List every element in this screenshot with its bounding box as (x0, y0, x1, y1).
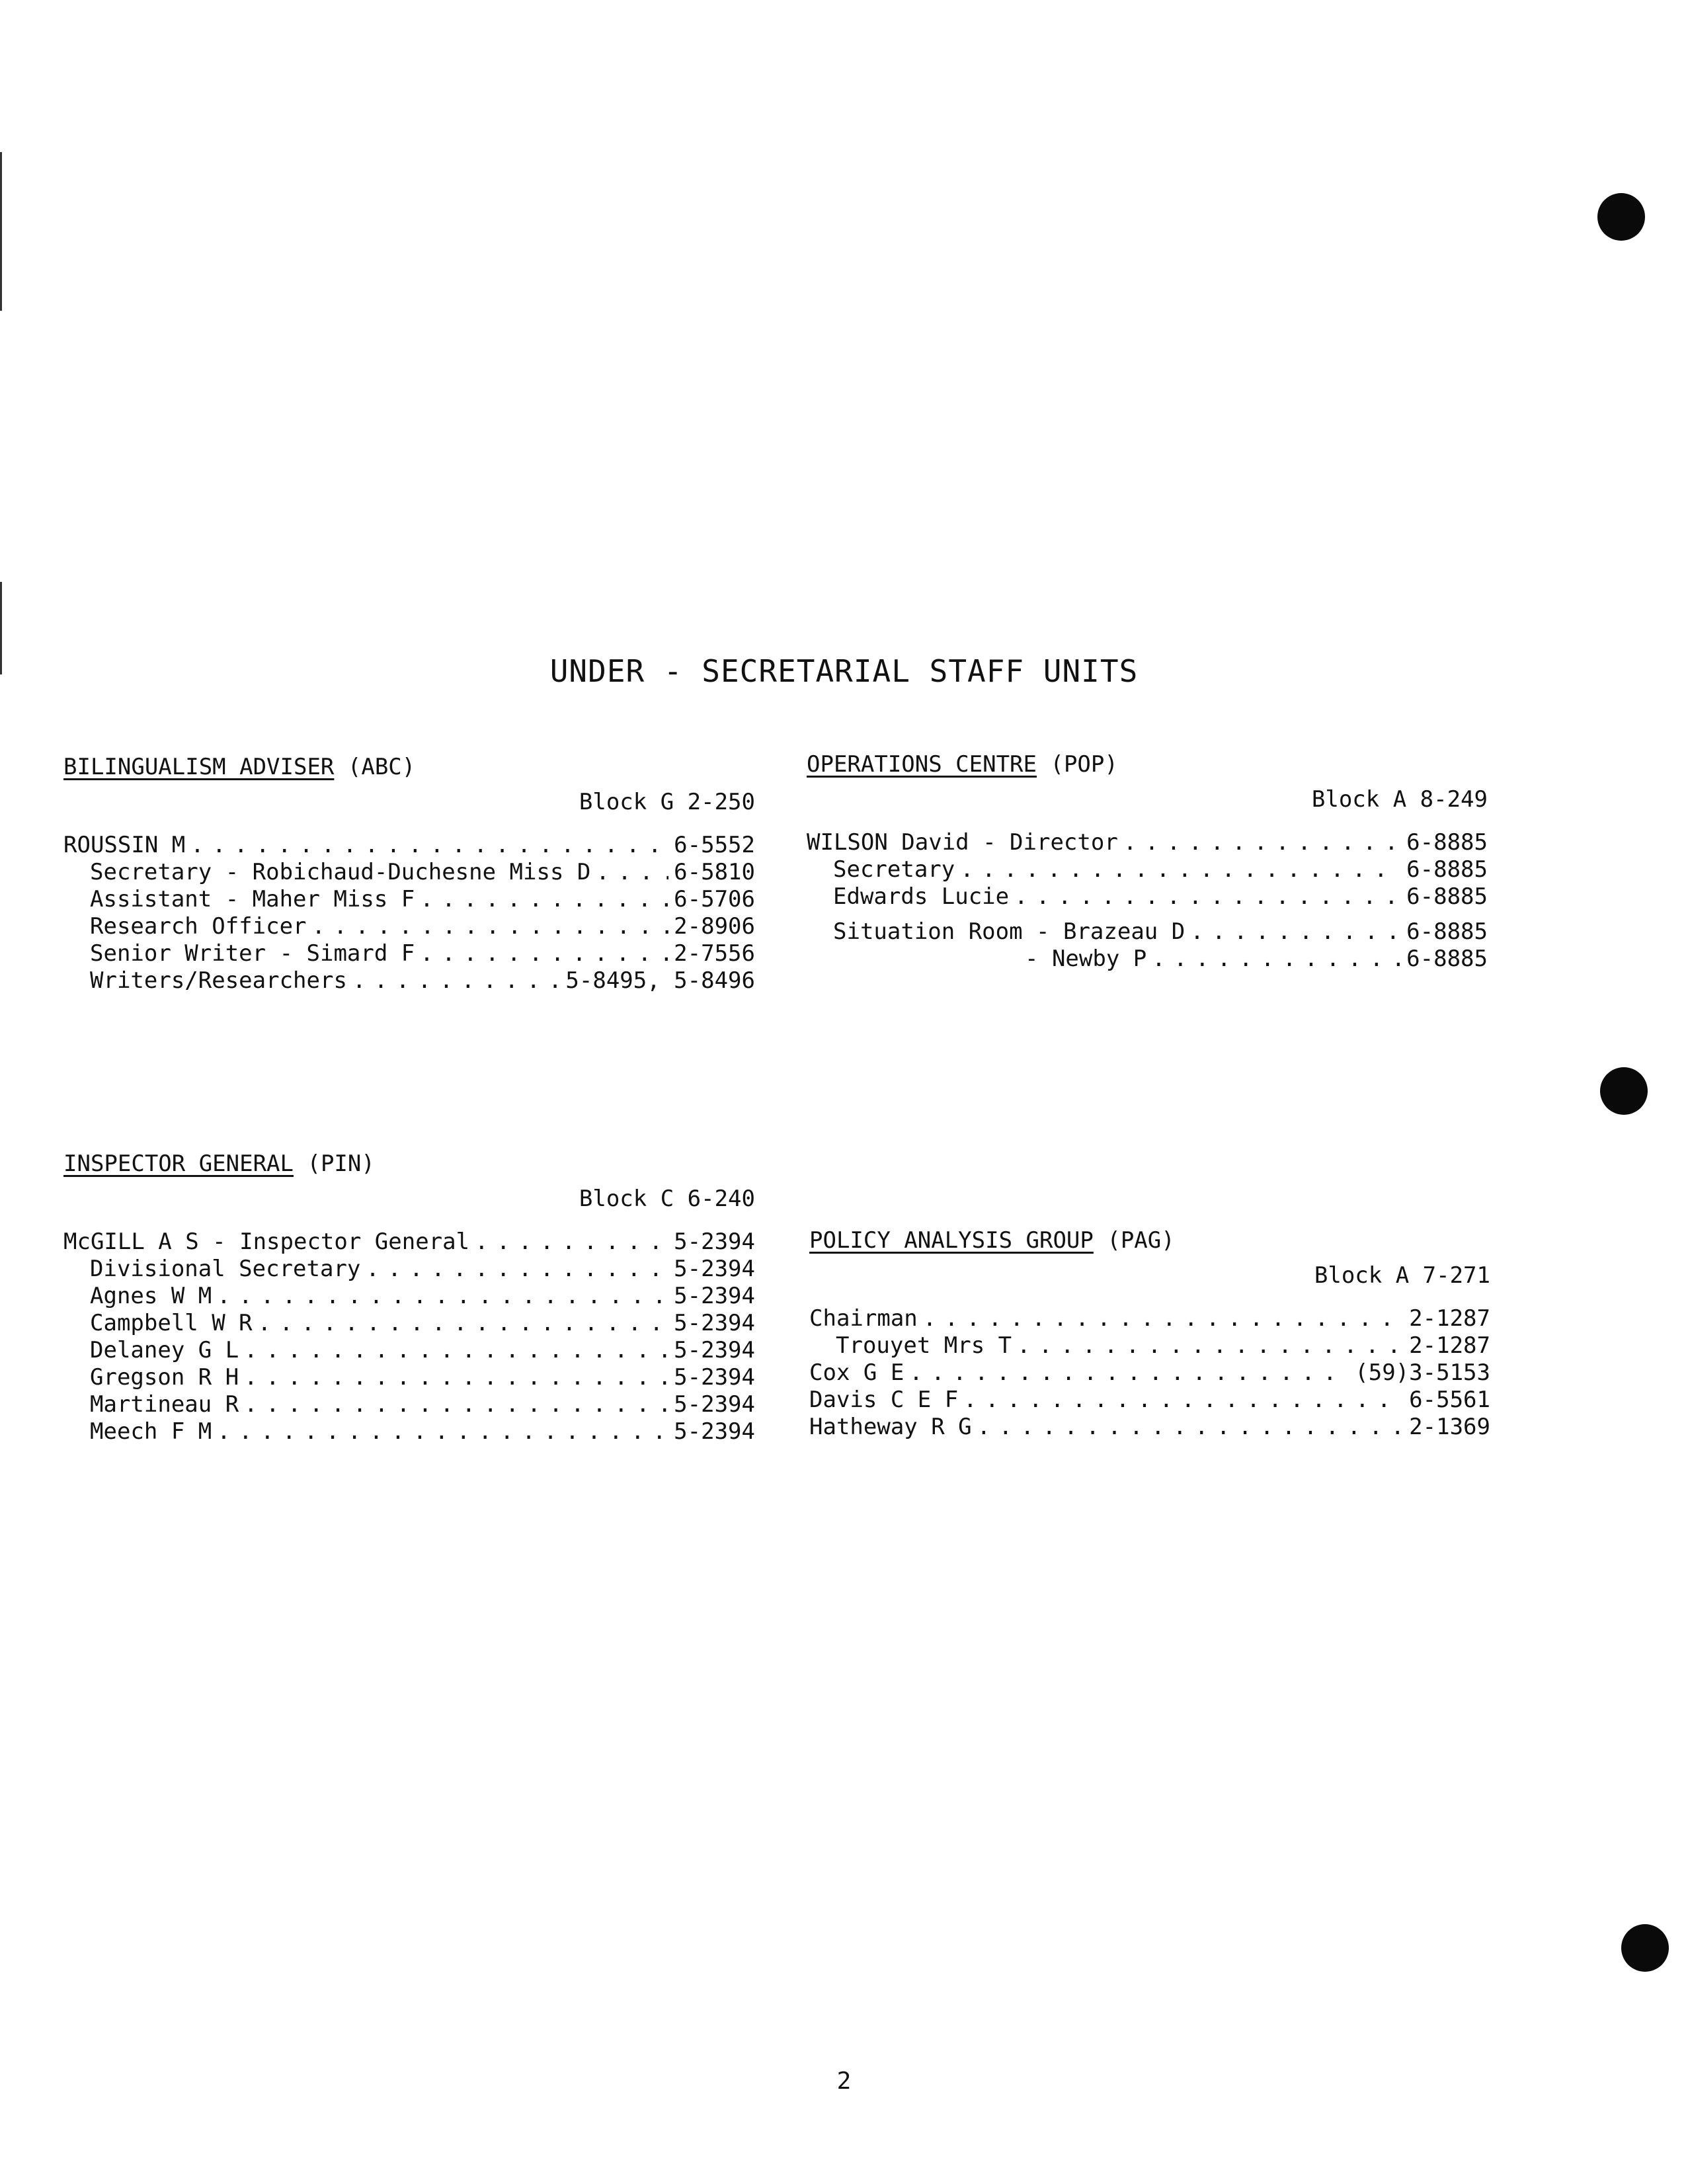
block-location: Block C 6-240 (579, 1186, 755, 1212)
directory-row (63, 1391, 755, 1418)
dot-leader (1123, 829, 1401, 856)
phone-number: 5-2394 (674, 1364, 755, 1391)
phone-number: 2-1369 (1409, 1414, 1490, 1440)
phone-number: 6-5552 (674, 832, 755, 858)
entry-name: Situation Room - Brazeau D (833, 918, 1186, 945)
section-heading (807, 751, 1488, 778)
dot-leader (366, 1256, 668, 1283)
section-name: BILINGUALISM ADVISER (63, 754, 335, 780)
dot-leader (977, 1414, 1404, 1441)
dot-leader (258, 1310, 669, 1337)
phone-number: 6-8885 (1406, 856, 1488, 883)
directory-row (809, 1387, 1490, 1414)
directory-row (63, 832, 755, 859)
dot-leader (1017, 1332, 1404, 1359)
section-bilingualism-adviser (63, 754, 755, 994)
punch-hole (1597, 193, 1645, 241)
directory-row (63, 1283, 755, 1310)
dot-leader (963, 1387, 1404, 1414)
entry-name: Assistant - Maher Miss F (90, 886, 415, 912)
entry-name: Trouyet Mrs T (836, 1332, 1012, 1359)
directory-row (807, 856, 1488, 883)
phone-number: 6-8885 (1406, 918, 1488, 945)
phone-number: 6-5810 (674, 859, 755, 885)
dot-leader (244, 1364, 668, 1391)
directory-row (63, 1256, 755, 1283)
section-name: OPERATIONS CENTRE (807, 751, 1037, 778)
directory-row (63, 967, 755, 994)
dot-leader (217, 1418, 668, 1445)
section-code: (PAG) (1107, 1227, 1175, 1254)
directory-row (63, 940, 755, 967)
phone-number: 6-5706 (674, 886, 755, 912)
punch-hole (1621, 1924, 1669, 1972)
block-location: Block G 2-250 (579, 789, 755, 815)
phone-number: 5-2394 (674, 1310, 755, 1336)
section-code: (PIN) (307, 1151, 375, 1177)
phone-number: 2-7556 (674, 940, 755, 967)
phone-number: 6-8885 (1406, 883, 1488, 910)
dot-leader (420, 940, 668, 967)
phone-number: 5-2394 (674, 1337, 755, 1363)
punch-hole (1600, 1067, 1648, 1115)
entry-name: Writers/Researchers (90, 967, 347, 994)
phone-number: 6-5561 (1409, 1387, 1490, 1413)
entry-name: Research Officer (90, 913, 307, 940)
directory-row (63, 913, 755, 940)
directory-row (809, 1359, 1490, 1387)
phone-number: 2-1287 (1409, 1332, 1490, 1359)
directory-row (63, 859, 755, 886)
dot-leader (1014, 883, 1401, 910)
directory-row (63, 1364, 755, 1391)
entry-name: Davis C E F (809, 1387, 959, 1413)
directory-row (63, 1310, 755, 1337)
directory-row (63, 1337, 755, 1364)
entry-name: Edwards Lucie (833, 883, 1010, 910)
dot-leader (190, 832, 668, 859)
entry-name: Meech F M (90, 1418, 212, 1445)
directory-row (807, 829, 1488, 856)
entry-name: Cox G E (809, 1359, 904, 1386)
phone-number: 2-8906 (674, 913, 755, 940)
directory-row (809, 1332, 1490, 1359)
phone-number: 5-2394 (674, 1256, 755, 1282)
dot-leader (352, 967, 560, 994)
phone-number: 5-2394 (674, 1229, 755, 1255)
dot-leader (1190, 918, 1401, 946)
section-code: (POP) (1050, 751, 1118, 778)
phone-number: 5-8495, 5-8496 (565, 967, 755, 994)
phone-number: 5-2394 (674, 1418, 755, 1445)
phone-number: (59)3-5153 (1355, 1359, 1490, 1386)
entry-name: Agnes W M (90, 1283, 212, 1309)
section-operations-centre (807, 751, 1488, 973)
block-location: Block A 8-249 (1311, 786, 1488, 813)
dot-leader (217, 1283, 668, 1310)
entry-name: Divisional Secretary (90, 1256, 361, 1282)
entry-name: ROUSSIN M (63, 832, 186, 858)
dot-leader (312, 913, 669, 940)
phone-number: 6-8885 (1406, 946, 1488, 972)
dot-leader (923, 1305, 1404, 1332)
entry-name: McGILL A S - Inspector General (63, 1229, 470, 1255)
dot-leader (244, 1337, 668, 1364)
section-inspector-general (63, 1151, 755, 1445)
directory-row (63, 1418, 755, 1445)
entry-name: Secretary (833, 856, 955, 883)
section-policy-analysis-group (809, 1227, 1490, 1441)
dot-leader (475, 1229, 668, 1256)
directory-row (63, 886, 755, 913)
dot-leader (244, 1391, 668, 1418)
section-code: (ABC) (347, 754, 416, 780)
entry-name: Senior Writer - Simard F (90, 940, 415, 967)
phone-number: 2-1287 (1409, 1305, 1490, 1332)
page-edge-mark (0, 152, 2, 311)
entry-name: - Newby P (1025, 946, 1147, 972)
directory-row (809, 1305, 1490, 1332)
phone-number: 5-2394 (674, 1391, 755, 1418)
entry-name: WILSON David - Director (807, 829, 1118, 856)
directory-row (807, 946, 1488, 973)
entry-name: Gregson R H (90, 1364, 239, 1391)
directory-row (807, 883, 1488, 910)
page-title: UNDER - SECRETARIAL STAFF UNITS (549, 653, 1139, 689)
entry-name: Secretary - Robichaud-Duchesne Miss D (90, 859, 591, 885)
page-number: 2 (836, 2068, 852, 2095)
dot-leader (596, 859, 668, 886)
entry-name: Campbell W R (90, 1310, 253, 1336)
directory-row (807, 918, 1488, 946)
phone-number: 5-2394 (674, 1283, 755, 1309)
directory-row (809, 1414, 1490, 1441)
dot-leader (960, 856, 1401, 883)
dot-leader (1152, 946, 1401, 973)
entry-name: Hatheway R G (809, 1414, 972, 1440)
directory-row (63, 1229, 755, 1256)
phone-number: 6-8885 (1406, 829, 1488, 856)
section-heading (809, 1227, 1490, 1254)
entry-name: Delaney G L (90, 1337, 239, 1363)
block-location: Block A 7-271 (1314, 1262, 1490, 1289)
dot-leader (909, 1359, 1349, 1387)
section-heading (63, 1151, 755, 1178)
dot-leader (420, 886, 668, 913)
section-name: INSPECTOR GENERAL (63, 1151, 294, 1177)
section-name: POLICY ANALYSIS GROUP (809, 1227, 1094, 1254)
section-heading (63, 754, 755, 781)
entry-name: Martineau R (90, 1391, 239, 1418)
entry-name: Chairman (809, 1305, 918, 1332)
